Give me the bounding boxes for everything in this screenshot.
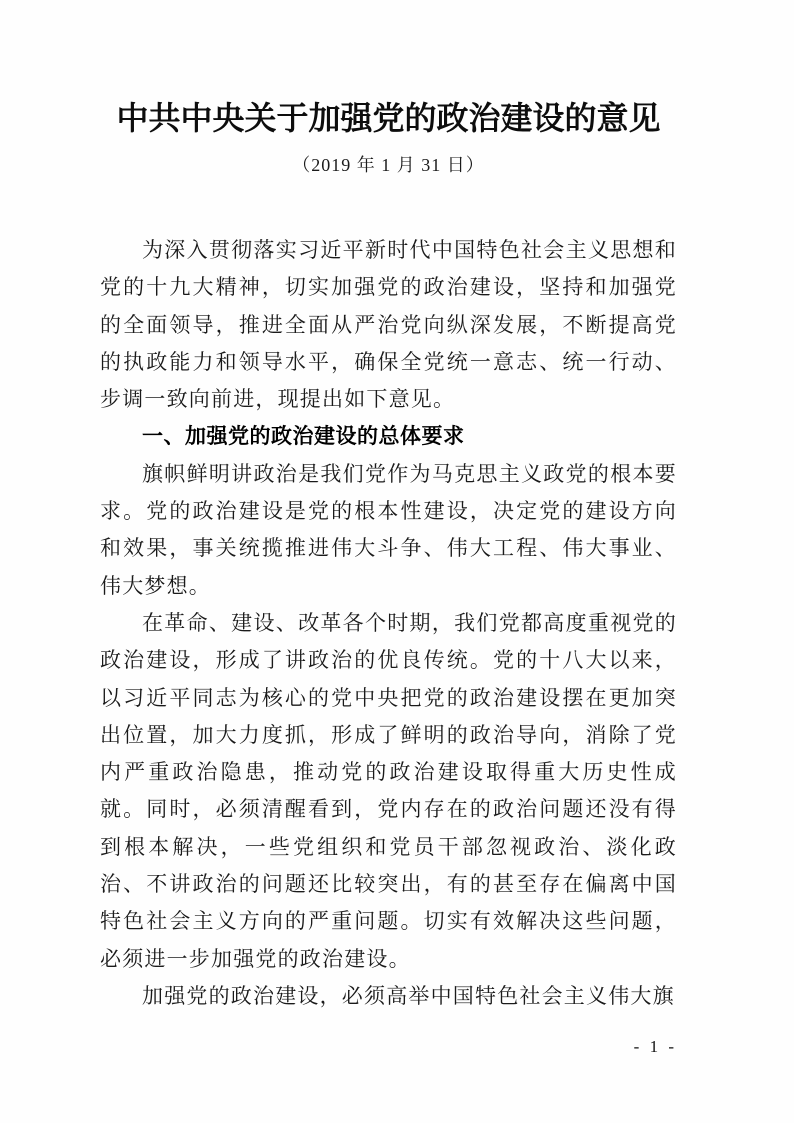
document-body [100,232,677,1015]
document-date-line: （2019 年 1 月 31 日） [292,155,485,175]
paragraph-flag-politics: 旗帜鲜明讲政治是我们党作为马克思主义政党的根本要求。党的政治建设是党的根本性建设，决定党的建设方向和效果，事关统揽推进伟大斗争、伟大工程、伟大事业、伟大梦想。 [100,461,677,598]
page-footer [100,1036,677,1058]
paragraph-truncated: 加强党的政治建设，必须高举中国特色社会主义伟大旗 [142,983,675,1008]
document-title: 中共中央关于加强党的政治建设的意见 [116,100,661,136]
page-number: - 1 - [633,1037,677,1056]
paragraph-intro: 为深入贯彻落实习近平新时代中国特色社会主义思想和党的十九大精神，切实加强党的政治建设，坚持和加强党的全面领导，推进全面从严治党向纵深发展，不断提高党的执政能力和领导水平，确保全党统一意志、统一行动、步调一致向前进，现提出如下意见。 [100,238,677,412]
paragraph-history: 在革命、建设、改革各个时期，我们党都高度重视党的政治建设，形成了讲政治的优良传统。党的十八大以来，以习近平同志为核心的党中央把党的政治建设摆在更加突出位置，加大力度抓，形成了鲜明的政治导向，消除了党内严重政治隐患，推动党的政治建设取得重大历史性成就。同时，必须清醒看到，党内存在的政治问题还没有得到根本解决，一些党组织和党员干部忽视政治、淡化政治、不讲政治的问题还比较突出，有的甚至存在偏离中国特色社会主义方向的严重问题。切实有效解决这些问题，必须进一步加强党的政治建设。 [100,610,677,971]
section-heading-1: 一、加强党的政治建设的总体要求 [142,425,465,449]
